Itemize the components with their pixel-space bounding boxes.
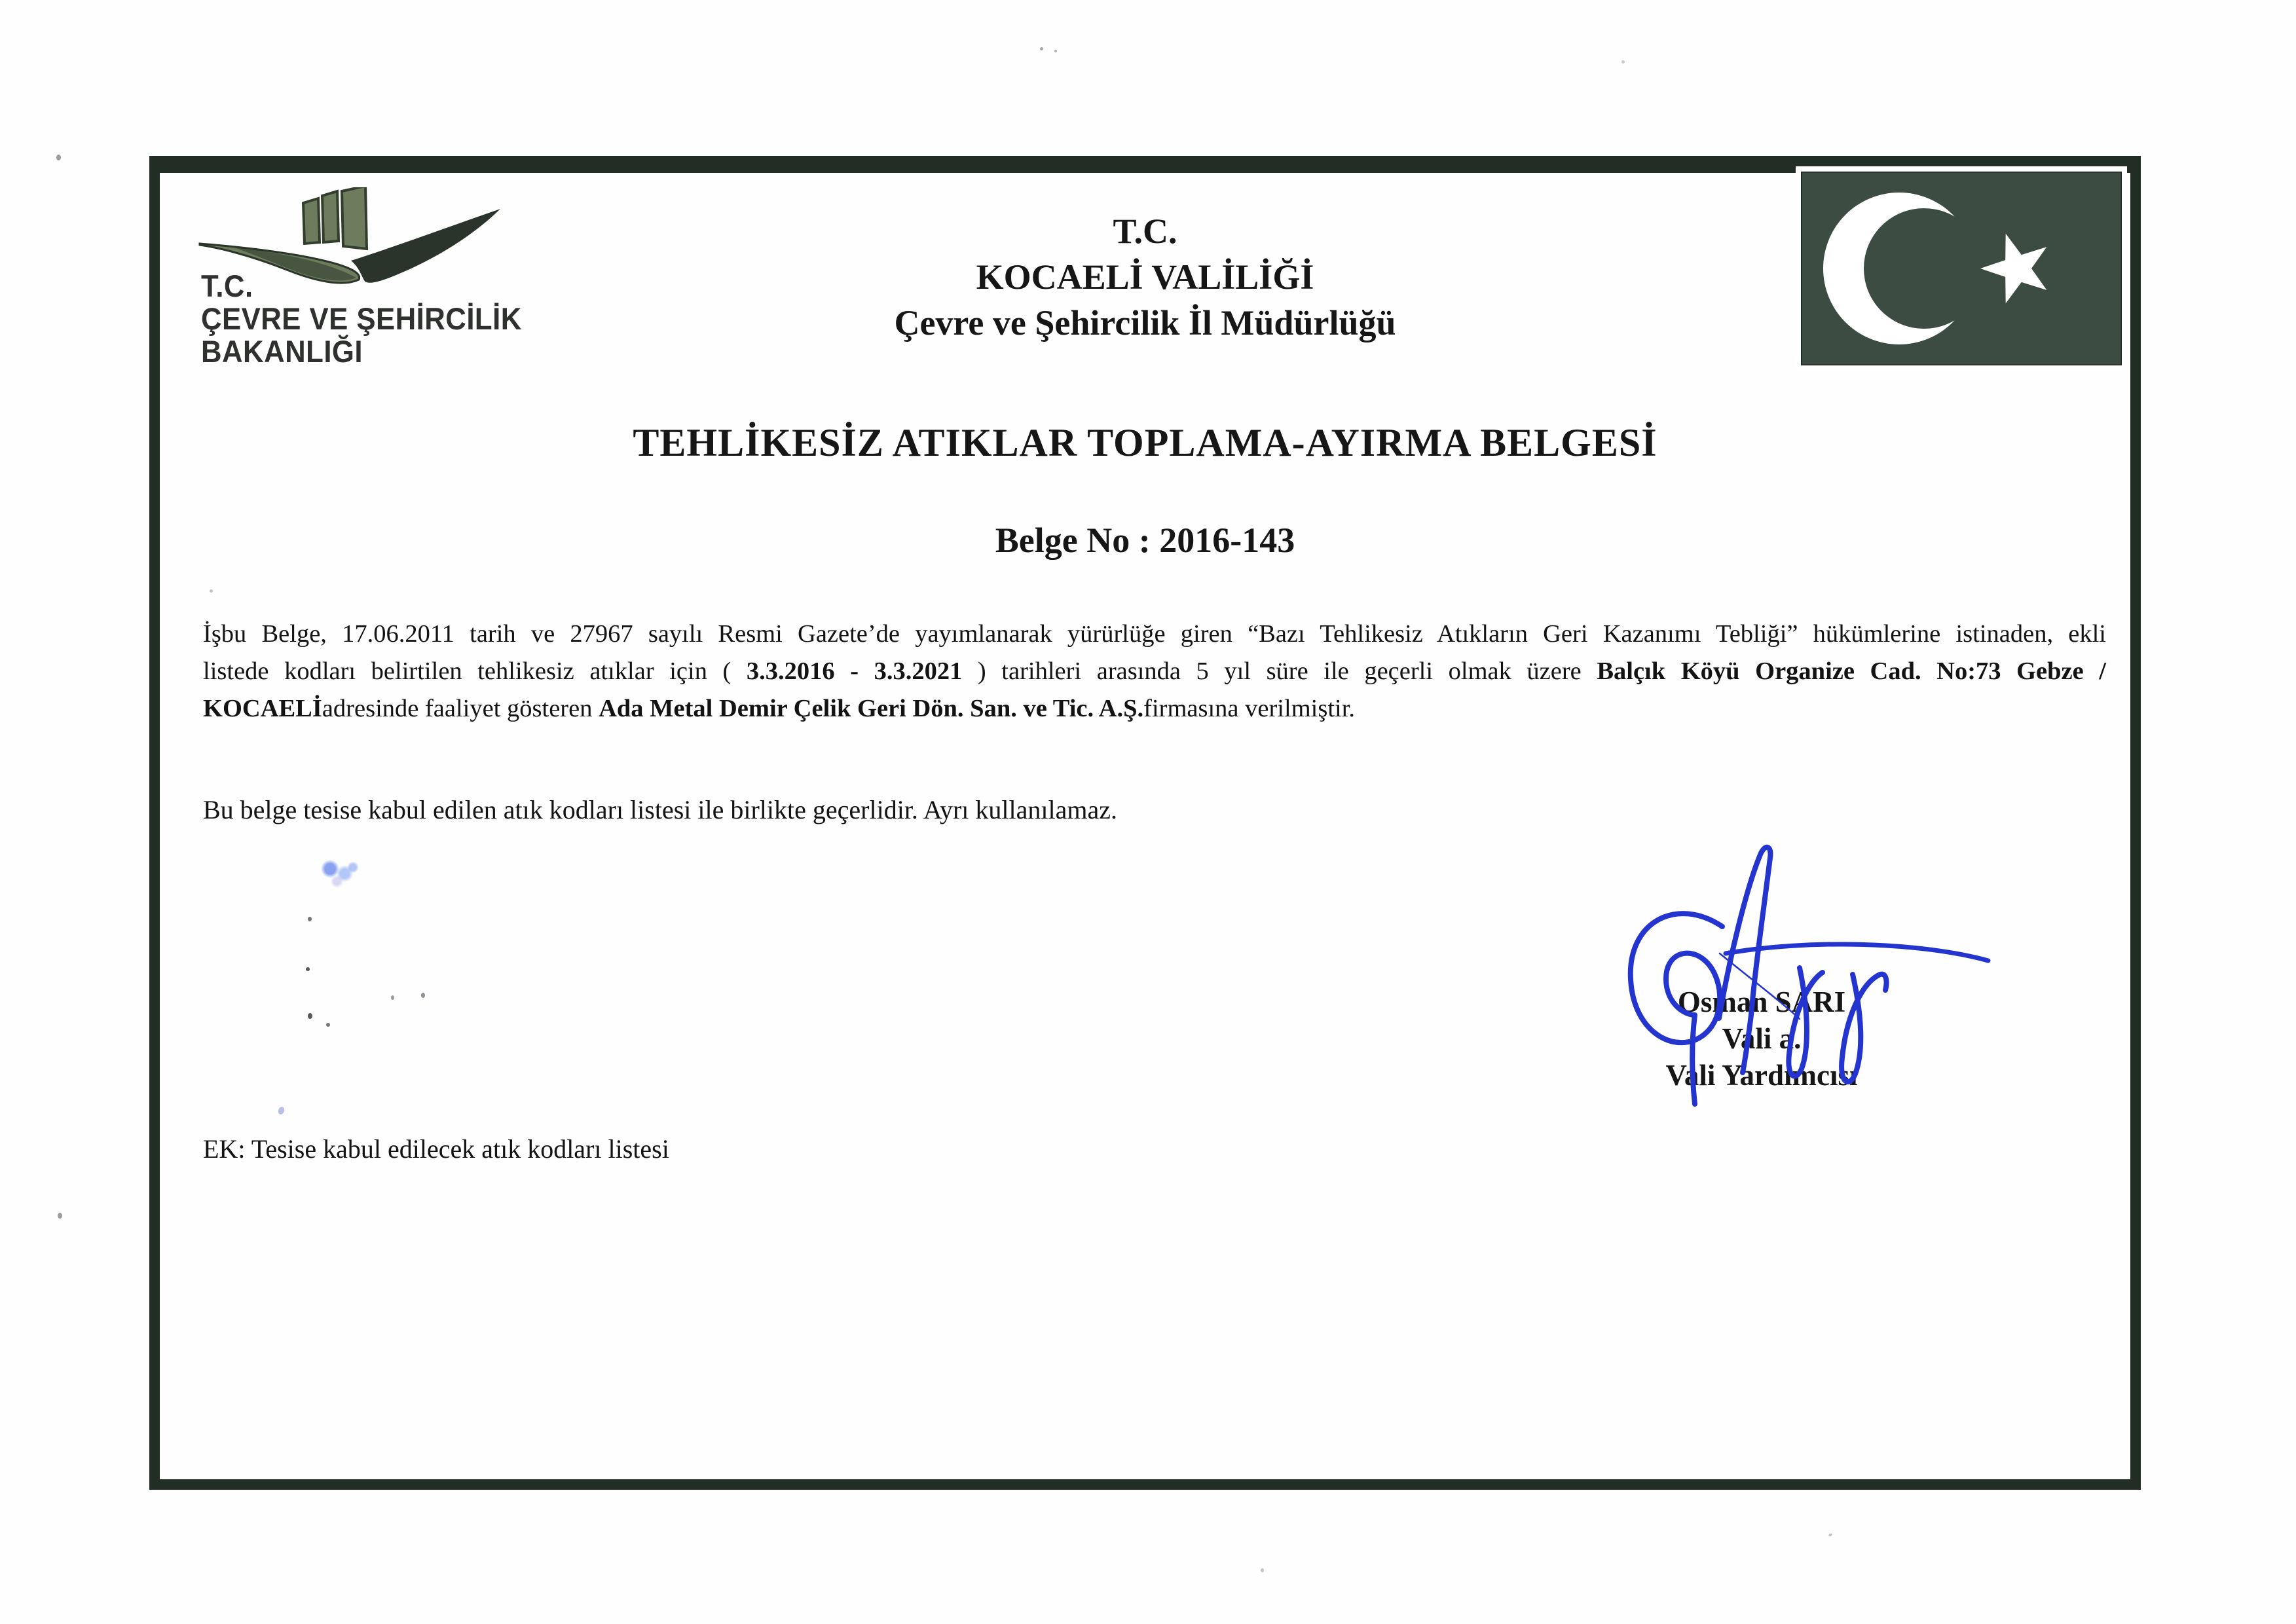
certificate-body xyxy=(203,616,2106,728)
body-line-3: KOCAELİadresinde faaliyet gösteren Ada Metal Demir Çelik Geri Dön. San. ve Tic. A.Ş.firmasına verilmiştir. xyxy=(203,695,1356,722)
scan-speck xyxy=(1828,1533,1832,1537)
signatory-title: Vali Yardımcısı xyxy=(1665,1059,1858,1092)
scan-speck xyxy=(210,589,213,593)
scan-speck xyxy=(1054,50,1057,52)
issuer-directorate: Çevre ve Şehircilik İl Müdürlüğü xyxy=(894,303,1396,342)
ministry-name-line2: BAKANLIĞI xyxy=(201,334,363,369)
issuer-governorship: KOCAELİ VALİLİĞİ xyxy=(976,257,1314,297)
certificate-number: Belge No : 2016-143 xyxy=(995,521,1295,560)
turkish-flag-icon xyxy=(1796,166,2127,371)
blue-ink-smudge-artifact xyxy=(316,858,362,889)
scan-speck xyxy=(56,155,61,160)
scan-speck xyxy=(391,995,394,1000)
ministry-name-line1: ÇEVRE VE ŞEHİRCİLİK xyxy=(201,301,522,336)
scan-speck xyxy=(306,967,310,971)
scan-speck xyxy=(421,993,425,998)
body-line-2: listede kodları belirtilen tehlikesiz atıklar için ( 3.3.2016 - 3.3.2021 ) tarihleri arasında 5 yıl süre ile geçerli olmak üzere Balçık Köyü Organize Cad. No:73 Gebze / xyxy=(203,657,2106,685)
issuer-tc-label: T.C. xyxy=(1113,212,1177,251)
signature-block xyxy=(1552,984,1971,1094)
scan-speck xyxy=(58,1213,62,1219)
scan-speck xyxy=(1261,1568,1264,1572)
signatory-name: Osman SARI xyxy=(1677,986,1846,1018)
ministry-tc-label: T.C. xyxy=(201,268,253,303)
scan-speck xyxy=(308,917,312,921)
signatory-role: Vali a. xyxy=(1722,1022,1802,1055)
certificate-title: TEHLİKESİZ ATIKLAR TOPLAMA-AYIRMA BELGESİ xyxy=(633,421,1657,464)
scan-speck xyxy=(1040,47,1043,50)
validity-note: Bu belge tesise kabul edilen atık kodları listesi ile birlikte geçerlidir. Ayrı kullanılamaz. xyxy=(203,795,1117,824)
scan-speck xyxy=(308,1013,312,1019)
scan-speck xyxy=(326,1023,330,1027)
attachment-note: EK: Tesise kabul edilecek atık kodları listesi xyxy=(203,1134,669,1164)
scan-speck xyxy=(1621,60,1625,64)
body-line-1: İşbu Belge, 17.06.2011 tarih ve 27967 sayılı Resmi Gazete’de yayımlanarak yürürlüğe giren “Bazı Tehlikesiz Atıkların Geri Kazanımı Tebliği” hükümlerine istinaden, ekli xyxy=(203,620,2106,648)
